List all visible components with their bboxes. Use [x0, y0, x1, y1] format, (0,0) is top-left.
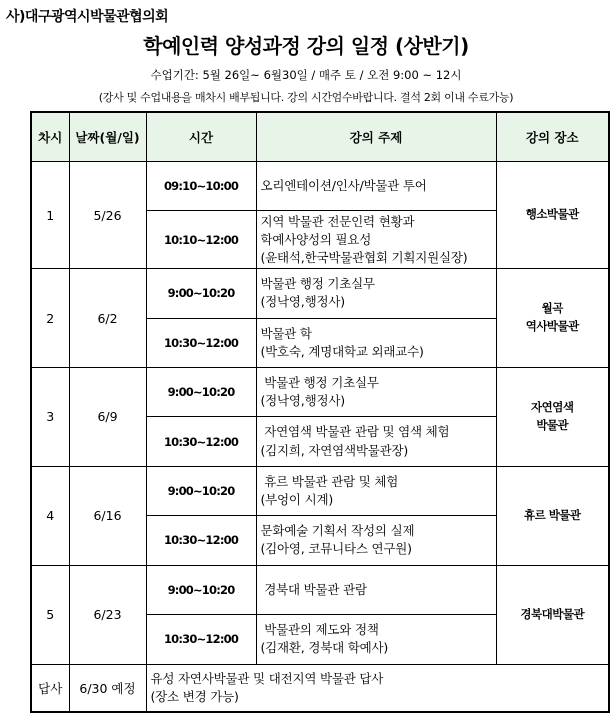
class-topic [256, 269, 496, 318]
table-row [31, 269, 609, 318]
class-topic [256, 565, 496, 614]
place-line: 박물관 [536, 417, 569, 432]
topic-line: (박호숙, 계명대학교 외래교수) [260, 343, 424, 359]
topic-line: 박물관의 제도와 정책 [260, 622, 379, 638]
table-row [31, 162, 609, 211]
final-topic [146, 664, 609, 712]
table-header-row [31, 112, 609, 162]
topic-line: (김아영, 코뮤니타스 연구원) [260, 541, 412, 557]
topic-line: 박물관 학 [260, 325, 312, 341]
class-topic [256, 367, 496, 416]
schedule-table [30, 111, 610, 713]
class-place [496, 367, 609, 466]
place-line: 월곡 [541, 301, 563, 316]
topic-line: 박물관 행정 기초실무 [260, 375, 379, 391]
session-date: 6/16 [69, 466, 146, 565]
class-topic [256, 516, 496, 565]
place-line: 행소박물관 [525, 207, 579, 222]
organization-name: 사)대구광역시박물관협의회 [6, 9, 169, 25]
final-date: 6/30 예정 [69, 664, 146, 712]
class-place [496, 162, 609, 269]
header-place: 강의 장소 [496, 112, 609, 162]
header-session: 차시 [31, 112, 69, 162]
table-row [31, 466, 609, 515]
topic-line: 자연염색 박물관 관람 및 염색 체험 [260, 424, 450, 440]
course-period: 수업기간: 5월 26일~ 6월30일 / 매주 토 / 오전 9:00 ~ 12시 [150, 68, 462, 82]
class-time: 9:00~10:20 [146, 565, 256, 614]
topic-line: 휴르 박물관 관람 및 체험 [260, 473, 399, 489]
class-topic [256, 162, 496, 211]
place-line: 역사박물관 [525, 319, 579, 333]
header-time: 시간 [146, 112, 256, 162]
class-place [496, 466, 609, 565]
class-place [496, 269, 609, 368]
topic-line: 오리엔테이션/인사/박물관 투어 [260, 178, 427, 194]
session-date: 6/9 [69, 367, 146, 466]
class-time: 9:00~10:20 [146, 367, 256, 416]
session-date: 6/23 [69, 565, 146, 664]
table-row-final [31, 664, 609, 712]
topic-line: 경북대 박물관 관람 [260, 581, 367, 597]
class-time: 9:00~10:20 [146, 466, 256, 515]
topic-line: 학예사양성의 필요성 [260, 231, 372, 247]
class-topic [256, 466, 496, 515]
schedule-body [31, 162, 609, 713]
topic-line: (장소 변경 가능) [150, 688, 239, 704]
class-time: 10:30~12:00 [146, 516, 256, 565]
class-topic [256, 417, 496, 466]
topic-line: 지역 박물관 전문인력 현황과 [260, 213, 415, 229]
class-place [496, 565, 609, 664]
topic-line: (윤태석,한국박물관협회 기획지원실장) [260, 249, 468, 265]
session-number: 5 [31, 565, 69, 664]
topic-line: (김재환, 경북대 학예사) [260, 640, 389, 656]
class-time: 09:10~10:00 [146, 162, 256, 211]
page-title: 학예인력 양성과정 강의 일정 (상반기) [143, 34, 469, 58]
final-session: 답사 [31, 664, 69, 712]
class-time: 10:10~12:00 [146, 211, 256, 269]
class-time: 10:30~12:00 [146, 417, 256, 466]
class-topic [256, 318, 496, 367]
topic-line: (정낙영,행정사) [260, 294, 345, 310]
topic-line: 문화예술 기획서 작성의 실제 [260, 523, 415, 539]
session-number: 4 [31, 466, 69, 565]
place-line: 경북대박물관 [520, 606, 585, 621]
session-number: 1 [31, 162, 69, 269]
topic-line: (부엉이 시계) [260, 492, 334, 508]
place-line: 휴르 박물관 [523, 507, 581, 522]
session-number: 3 [31, 367, 69, 466]
topic-line: (정낙영,행정사) [260, 393, 345, 409]
header-topic: 강의 주제 [256, 112, 496, 162]
header-date: 날짜(월/일) [69, 112, 146, 162]
class-topic [256, 211, 496, 269]
topic-line: (김지희, 자연염색박물관장) [260, 442, 409, 458]
topic-line: 박물관 행정 기초실무 [260, 276, 375, 292]
table-row [31, 367, 609, 416]
place-line: 자연염색 [531, 400, 574, 415]
class-time: 9:00~10:20 [146, 269, 256, 318]
class-time: 10:30~12:00 [146, 318, 256, 367]
session-date: 5/26 [69, 162, 146, 269]
session-date: 6/2 [69, 269, 146, 368]
table-row [31, 565, 609, 614]
session-number: 2 [31, 269, 69, 368]
topic-line: 유성 자연사박물관 및 대전지역 박물관 답사 [150, 670, 384, 686]
class-time: 10:30~12:00 [146, 615, 256, 664]
class-topic [256, 615, 496, 664]
course-note: (강사 및 수업내용을 매차시 배부됩니다. 강의 시간엄수바랍니다. 결석 2회 이내 수료가능) [98, 91, 514, 104]
